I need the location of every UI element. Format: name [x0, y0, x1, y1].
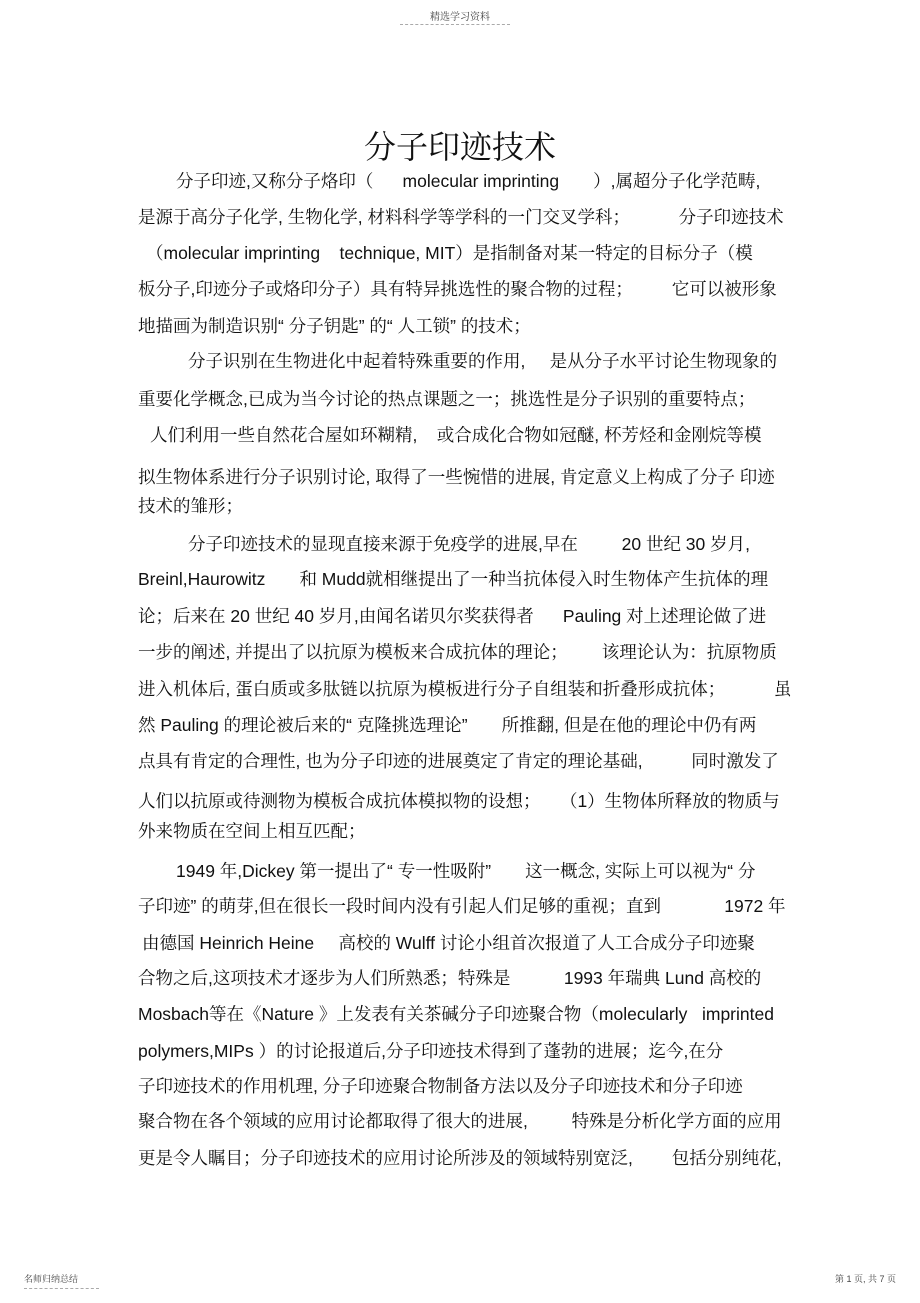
text-line: 重要化学概念,已成为当今讨论的热点课题之一；挑选性是分子识别的重要特点；	[138, 389, 756, 409]
text-line: 人们利用一些自然花合屋如环糊精, 或合成化合物如冠醚, 杯芳烃和金刚烷等模	[150, 425, 762, 445]
text-line: 论；后来在 20 世纪 40 岁月,由闻名诺贝尔奖获得者 Pauling 对上述理论做了进	[138, 606, 767, 626]
page-number: 第 1 页, 共 7 页	[834, 1274, 896, 1284]
footer-divider	[24, 1288, 99, 1290]
document-title: 分子印迹技术	[363, 128, 556, 166]
text-line: 分子印迹技术的显现直接来源于免疫学的进展,早在 20 世纪 30 岁月,	[188, 534, 750, 554]
header-divider	[400, 24, 510, 26]
text-line: 人们以抗原或待测物为模板合成抗体模拟物的设想； （1）生物体所释放的物质与	[138, 791, 780, 811]
text-line: 外来物质在空间上相互匹配；	[138, 821, 366, 841]
text-line: Mosbach等在《Nature 》上发表有关茶碱分子印迹聚合物（molecularly imprinted	[138, 1004, 774, 1024]
text-line: 然 Pauling 的理论被后来的“ 克隆挑选理论” 所推翻, 但是在他的理论中仍有两	[138, 715, 757, 735]
text-line: 一步的阐述, 并提出了以抗原为模板来合成抗体的理论； 该理论认为：抗原物质	[138, 642, 777, 662]
text-line: 地描画为制造识别“ 分子钥匙” 的“ 人工锁” 的技术；	[138, 316, 531, 336]
text-line: Breinl,Haurowitz 和 Mudd就相继提出了一种当抗体侵入时生物体产生抗体的理	[138, 569, 769, 589]
text-line: 聚合物在各个领域的应用讨论都取得了很大的进展, 特殊是分析化学方面的应用	[138, 1111, 782, 1131]
footer-left: 名师归纳总结	[24, 1274, 79, 1284]
text-line: 拟生物体系进行分子识别讨论, 取得了一些惋惜的进展, 肯定意义上构成了分子 印迹	[138, 467, 775, 487]
text-line: 1949 年,Dickey 第一提出了“ 专一性吸附” 这一概念, 实际上可以视为“ 分	[176, 861, 756, 881]
text-line: 是源于高分子化学, 生物化学, 材料科学等学科的一门交叉学科； 分子印迹技术	[138, 207, 784, 227]
text-line: 子印迹” 的萌芽,但在很长一段时间内没有引起人们足够的重视；直到 1972 年	[138, 896, 786, 916]
text-line: 点具有肯定的合理性, 也为分子印迹的进展奠定了肯定的理论基础, 同时激发了	[138, 751, 779, 771]
text-line: 合物之后,这项技术才逐步为人们所熟悉；特殊是 1993 年瑞典 Lund 高校的	[138, 968, 762, 988]
text-line: 进入机体后, 蛋白质或多肽链以抗原为模板进行分子自组装和折叠形成抗体； 虽	[138, 679, 792, 699]
text-line: 分子印迹,又称分子烙印（ molecular imprinting ）,属超分子化学范畴,	[176, 171, 761, 191]
text-line: 更是令人瞩目；分子印迹技术的应用讨论所涉及的领域特别宽泛, 包括分别纯花,	[138, 1148, 782, 1168]
text-line: 板分子,印迹分子或烙印分子）具有特异挑选性的聚合物的过程； 它可以被形象	[138, 279, 777, 299]
text-line: （molecular imprinting technique, MIT）是指制备对某一特定的目标分子（模	[146, 243, 753, 263]
page-header: 精选学习资料	[430, 12, 490, 23]
text-line: 分子识别在生物进化中起着特殊重要的作用, 是从分子水平讨论生物现象的	[188, 351, 778, 371]
text-line: polymers,MIPs ）的讨论报道后,分子印迹技术得到了蓬勃的进展；迄今,在分	[138, 1041, 724, 1061]
text-line: 技术的雏形；	[138, 496, 243, 516]
text-line: 子印迹技术的作用机理, 分子印迹聚合物制备方法以及分子印迹技术和分子印迹	[138, 1076, 743, 1096]
text-line: 由德国 Heinrich Heine 高校的 Wulff 讨论小组首次报道了人工合成分子印迹聚	[142, 933, 755, 953]
